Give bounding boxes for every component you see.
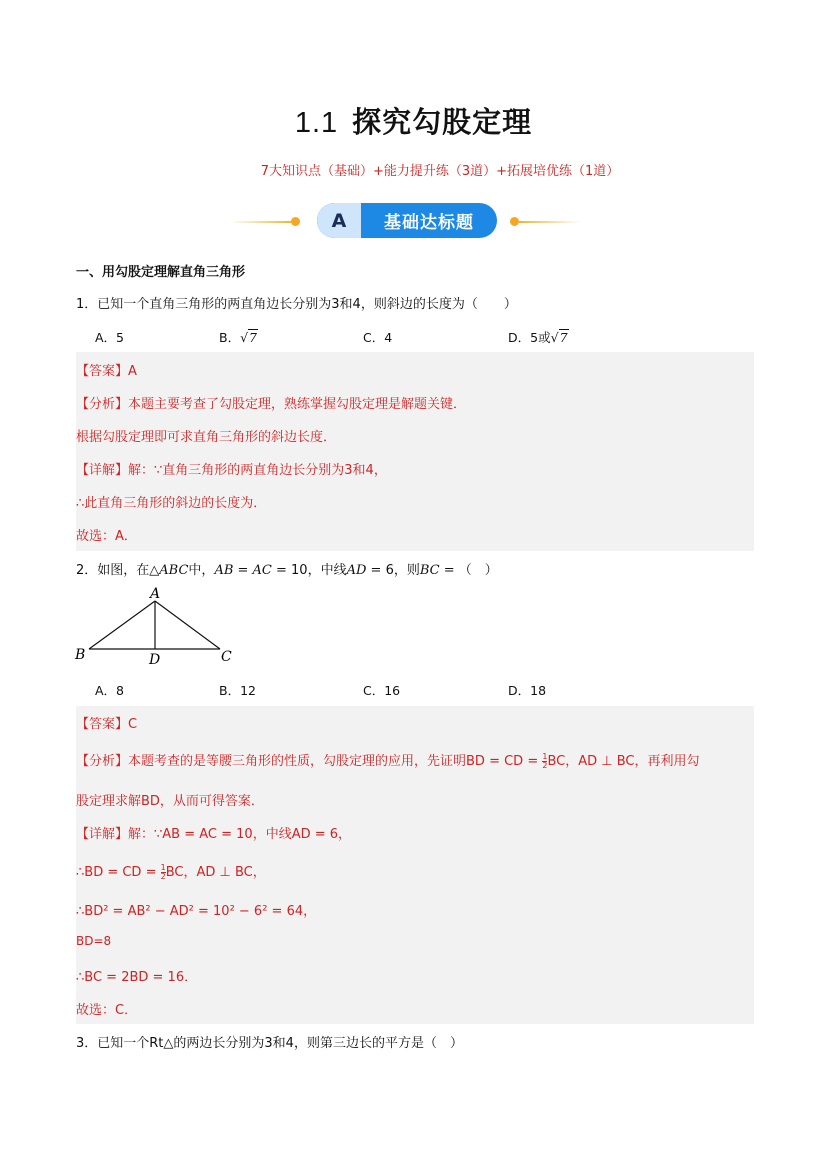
q2-detail-5: ∴BC = 2BD = 16． (76, 970, 198, 985)
fraction-half: $\frac{1}{2}$ (160, 863, 166, 881)
fraction-half: $\frac{1}{2}$ (542, 752, 548, 770)
section-title: 一、用勾股定理解直角三角形 (76, 265, 246, 280)
q1-analysis: 【分析】本题主要考查了勾股定理，熟练掌握勾股定理是解题关键． (76, 397, 467, 412)
q2-detail-3: ∴BD² = AB² − AD² = 10² − 6² = 64， (76, 904, 317, 919)
banner-right-dot (510, 217, 519, 226)
q2-option-a: A．8 (95, 683, 125, 698)
label-b: B (75, 647, 86, 663)
q2-analysis-2: 股定理求解BD，从而可得答案． (76, 794, 264, 809)
q2-detail-2: ∴BD = CD = $\frac{1}{2}$ BC，AD ⊥ BC， (76, 863, 266, 881)
page-title (0, 100, 827, 141)
q1-answer: 【答案】A (76, 364, 137, 379)
banner-left-dot (291, 217, 300, 226)
q1-option-d: D．5或√7 (508, 330, 568, 345)
q1-detail-2: ∴此直角三角形的斜边的长度为． (76, 496, 267, 511)
section-banner (317, 203, 497, 238)
title-text: 探究勾股定理 (352, 105, 533, 139)
q2-choose: 故选：C． (76, 1003, 138, 1018)
q1-solution-box (76, 352, 754, 551)
banner-badge: A (317, 203, 361, 238)
q2-option-b: B．12 (219, 683, 256, 698)
title-number: 1.1 (294, 107, 339, 139)
q1-option-a: A．5 (95, 330, 125, 345)
q1-choose: 故选：A． (76, 529, 137, 544)
q2-detail: 【详解】解：∵AB = AC = 10，中线AD = 6， (76, 827, 352, 842)
banner-left-line (230, 221, 292, 223)
q3-stem: 3．已知一个Rt△的两边长分别为3和4，则第三边长的平方是（ ） (76, 1036, 463, 1051)
q1-stem: 1．已知一个直角三角形的两直角边长分别为3和4，则斜边的长度为（ ） (76, 297, 517, 312)
subtitle: 7大知识点（基础）+能力提升练（3道）+拓展培优练（1道） (260, 164, 620, 179)
side-ab (89, 601, 155, 649)
label-a: A (150, 586, 161, 602)
q2-option-c: C．16 (363, 683, 401, 698)
q2-option-d: D．18 (508, 683, 547, 698)
banner-text: 基础达标题 (384, 213, 474, 233)
label-d: D (149, 652, 161, 668)
banner-right-line (519, 221, 581, 223)
q2-analysis: 【分析】本题考查的是等腰三角形的性质，勾股定理的应用，先证明BD = CD = $\frac{1}{2}$ BC，AD ⊥ BC，再利用勾 (76, 752, 700, 770)
label-c: C (221, 649, 232, 665)
triangle-figure (70, 585, 240, 670)
q1-option-c: C．4 (363, 330, 393, 345)
q2-detail-4: BD=8 (76, 934, 112, 948)
q1-detail: 【详解】解：∵直角三角形的两直角边长分别为3和4， (76, 463, 387, 478)
q2-answer: 【答案】C (76, 717, 138, 732)
q1-option-b: B．√7 (219, 330, 257, 345)
side-ac (155, 601, 220, 649)
q1-analysis-2: 根据勾股定理即可求直角三角形的斜边长度． (76, 430, 337, 445)
q2-stem: 2．如图，在△ABC中，AB = AC = 10，中线AD = 6，则BC = （ ） (76, 563, 498, 578)
